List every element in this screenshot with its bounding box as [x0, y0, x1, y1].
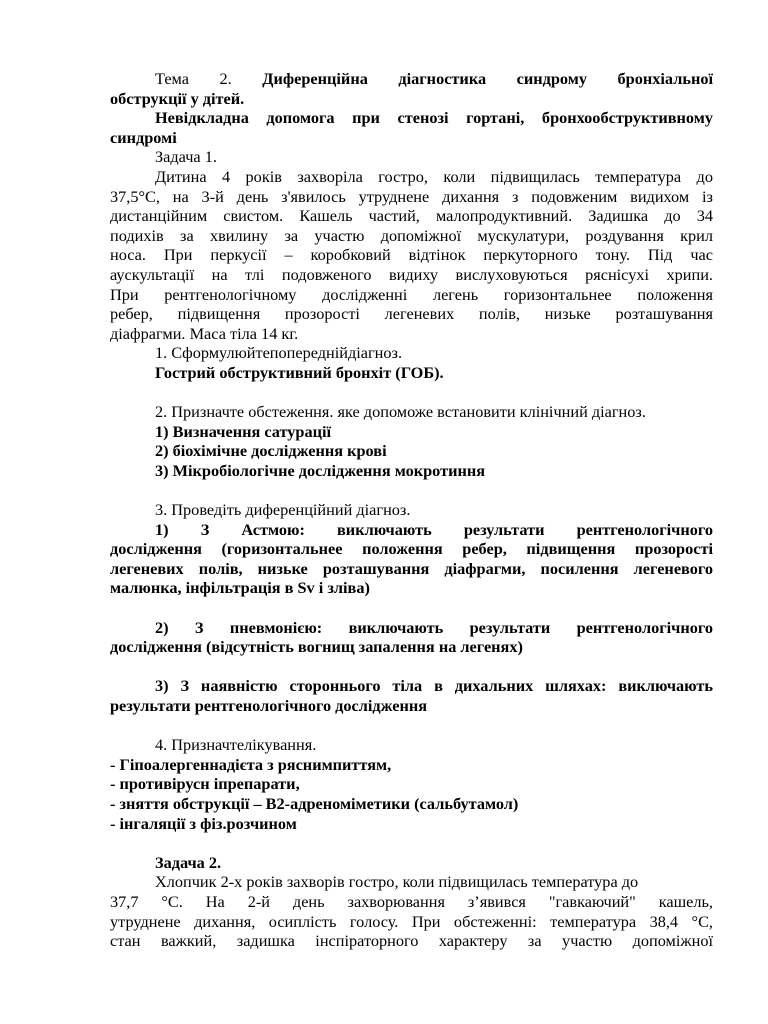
question-4: 4. Призначтелікування.	[155, 735, 317, 755]
answer-4-item: - інгаляції з фіз.розчином	[110, 813, 297, 833]
topic-prefix: Тема 2.	[155, 69, 263, 88]
answer-4-item: - зняття обструкції – В2-адреноміметики (сальбутамол)	[110, 793, 519, 813]
answer-4-item: - противірусн іпрепарати,	[110, 774, 300, 794]
task2-body-line: Хлопчик 2-х років захворів гостро, коли підвищилась температура до	[155, 872, 639, 892]
spacer	[110, 833, 713, 853]
task2-body-line: утруднене дихання, осиплість голосу. При обстеженні: температура 38,4 °С,	[110, 911, 713, 931]
task1-body-line: діафрагми. Маса тіла 14 кг.	[110, 323, 299, 343]
spacer	[110, 598, 713, 618]
answer-1: Гострий обструктивний бронхіт (ГОБ).	[155, 362, 444, 382]
spacer	[110, 716, 713, 736]
spacer	[110, 657, 713, 677]
answer-3-1-line: малюнка, інфільтрація в Sv і зліва)	[110, 578, 370, 598]
answer-4-item: - Гіпоалергеннадієта з ряснимпиттям,	[110, 754, 392, 774]
task2-heading: Задача 2.	[155, 852, 222, 872]
document-content	[110, 69, 713, 951]
task1-body-line: носа. При перкусії – коробковий відтінок перкуторного тону. Під час	[110, 245, 713, 265]
answer-2-item: 3) Мікробіологічне дослідження мокротиння	[155, 460, 486, 480]
question-1: 1. Сформулюйтепопереднійдіагноз.	[155, 343, 403, 363]
subtitle-line-2: синдромі	[110, 127, 177, 147]
answer-3-2-line: дослідження (відсутність вогнищ запалення на легенях)	[110, 637, 523, 657]
spacer	[110, 480, 713, 500]
question-2: 2. Призначте обстеження. яке допоможе встановити клінічний діагноз.	[155, 402, 646, 422]
answer-2-item: 1) Визначення сатурації	[155, 421, 332, 441]
task1-body-line: дистанційним свистом. Кашель частий, малопродуктивний. Задишка до 34	[110, 206, 713, 226]
task1-body-line: 37,5°С, на 3-й день з'явилось утруднене дихання з подовженим видихом із	[110, 186, 713, 206]
topic-title: Диференційна діагностика синдрому бронхіальної	[262, 69, 713, 88]
task1-body-line: подихів за хвилину за участю допоміжної мускулатури, роздування крил	[110, 225, 713, 245]
answer-3-3-line: 3) З наявністю стороннього тіла в дихальних шляхах: виключають	[155, 676, 713, 696]
task1-body-line: аускультації на тлі подовженого видиху вислуховуються ряснісухі хрипи.	[110, 264, 713, 284]
task2-body-line: стан важкий, задишка інспіраторного характеру за участю допоміжної	[110, 931, 713, 951]
task2-body-line: 37,7 °С. На 2-й день захворювання з’явився "гавкаючий" кашель,	[110, 891, 713, 911]
answer-3-1-line: легеневих полів, низьке розташування діафрагми, посилення легеневого	[110, 558, 713, 578]
subtitle-line-1: Невідкладна допомога при стенозі гортані, бронхообструктивному	[155, 108, 713, 128]
answer-3-1-line: дослідження (горизонтальнее положення ребер, підвищення прозорості	[110, 539, 713, 559]
answer-3-2-line: 2) З пневмонією: виключають результати рентгенологічного	[155, 617, 713, 637]
answer-3-1-line: 1) З Астмою: виключають результати рентгенологічного	[155, 519, 713, 539]
spacer	[110, 383, 713, 403]
task1-heading: Задача 1.	[155, 147, 217, 167]
topic-heading-line-2: обструкції у дітей.	[110, 88, 245, 108]
task1-body-line: При рентгенологічному дослідженні легень горизонтальнее положення	[110, 284, 713, 304]
answer-3-3-line: результати рентгенологічного дослідження	[110, 696, 428, 715]
task1-body-line: ребер, підвищення прозорості легеневих полів, низьке розташування	[110, 304, 713, 324]
answer-2-item: 2) біохімічне дослідження крові	[155, 441, 387, 461]
topic-heading-line-1	[110, 69, 713, 89]
task1-body-line: Дитина 4 років захворіла гостро, коли підвищилась температура до	[155, 166, 713, 186]
question-3: 3. Проведіть диференційний діагноз.	[155, 500, 411, 520]
